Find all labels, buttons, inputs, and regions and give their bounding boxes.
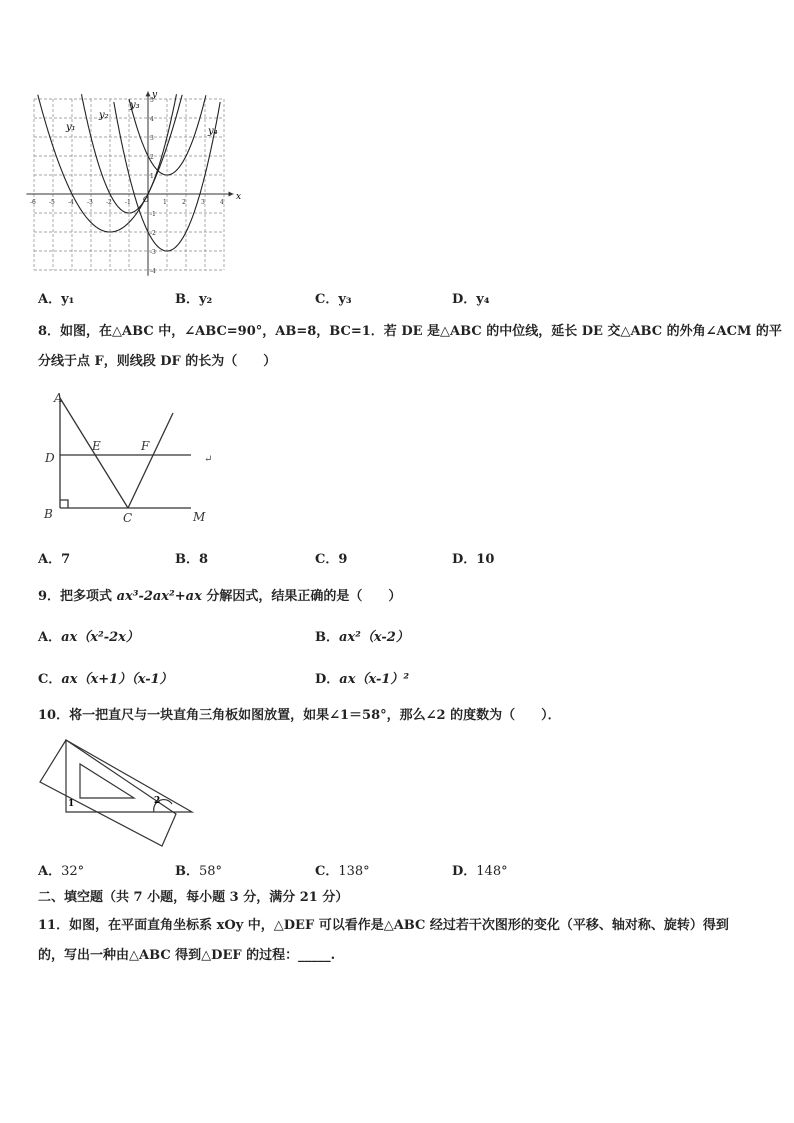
- q9-stem: 9．把多项式 ax³-2ax²+ax 分解因式，结果正确的是（ ）: [38, 589, 402, 604]
- q8-option-c[interactable]: C．9: [315, 552, 348, 567]
- graph-tick-labels: [30, 97, 224, 275]
- q7-option-d[interactable]: D．y₄: [452, 292, 490, 307]
- x-tick-label: -3: [87, 199, 93, 206]
- angle-1-label: 1: [68, 799, 75, 809]
- q10-option-d[interactable]: D．148°: [452, 864, 508, 879]
- q10-stem: 10．将一把直尺与一块直角三角板如图放置，如果∠1＝58°，那么∠2 的度数为（ ）．: [38, 708, 561, 723]
- q7-parabola-graph: [30, 86, 248, 275]
- q10-option-b[interactable]: B．58°: [175, 864, 223, 879]
- q9-option-d[interactable]: D．ax（x-1）²: [315, 672, 410, 687]
- label-d: D: [45, 451, 55, 465]
- y-tick-label: 1: [150, 173, 154, 180]
- label-b: B: [44, 507, 53, 521]
- q8-option-d[interactable]: D．10: [452, 552, 495, 567]
- q9-option-a[interactable]: A．ax（x²-2x）: [38, 630, 139, 645]
- curve-label-y4: y₄: [208, 126, 218, 137]
- label-a: A: [54, 391, 63, 405]
- q9-polynomial: ax³-2ax²+ax: [116, 589, 202, 604]
- x-tick-label: -4: [68, 199, 74, 206]
- q10-option-c[interactable]: C．138°: [315, 864, 370, 879]
- q11-stem-line2: 的，写出一种由△ABC 得到△DEF 的过程：_____.: [38, 948, 336, 963]
- y-tick-label: -1: [150, 211, 156, 218]
- q10-option-a[interactable]: A．32°: [38, 864, 85, 879]
- q9-option-c[interactable]: C．ax（x+1）（x-1）: [38, 672, 173, 687]
- q8-stem-line2: 分线于点 F，则线段 DF 的长为（ ）: [38, 354, 277, 369]
- label-m: M: [193, 510, 206, 524]
- x-tick-label: 3: [201, 199, 205, 206]
- curve-label-y2: y₂: [99, 110, 109, 121]
- x-tick-label: -2: [106, 199, 112, 206]
- y-tick-label: -4: [150, 268, 156, 275]
- y-axis-label: y: [152, 90, 158, 100]
- x-tick-label: 1: [163, 199, 167, 206]
- return-mark: ↵: [204, 454, 213, 465]
- y-tick-label: 5: [150, 97, 154, 104]
- label-e: E: [92, 439, 101, 453]
- curve-label-y3: y₃: [130, 100, 140, 111]
- y-tick-label: 3: [150, 135, 154, 142]
- q7-option-a[interactable]: A．y₁: [38, 292, 75, 307]
- curve-label-y1: y₁: [66, 122, 76, 133]
- angle-2-label: 2: [154, 796, 161, 806]
- x-tick-label: -5: [49, 199, 55, 206]
- x-tick-label: 2: [182, 199, 186, 206]
- y-tick-label: 2: [150, 154, 154, 161]
- x-tick-label: -6: [30, 199, 36, 206]
- x-tick-label: -1: [125, 199, 131, 206]
- x-axis-arrow: [229, 192, 234, 197]
- q8-option-b[interactable]: B．8: [175, 552, 209, 567]
- q7-option-b[interactable]: B．y₂: [175, 292, 213, 307]
- q9-option-b[interactable]: B．ax²（x-2）: [315, 630, 409, 645]
- q8-option-a[interactable]: A．7: [38, 552, 71, 567]
- q8-stem-line1: 8．如图，在△ABC 中，∠ABC=90°，AB=8，BC=1．若 DE 是△ABC 的中位线，延长 DE 交△ABC 的外角∠ACM 的平: [38, 324, 782, 339]
- q10-ruler-triangle-figure: [36, 736, 198, 848]
- section2-title: 二、填空题（共 7 小题，每小题 3 分，满分 21 分）: [38, 890, 349, 905]
- q8-triangle-figure: [38, 388, 228, 528]
- y-tick-label: 4: [150, 116, 154, 123]
- x-axis-label: x: [236, 192, 242, 202]
- q7-option-c[interactable]: C．y₃: [315, 292, 352, 307]
- graph-grid: [34, 99, 224, 270]
- q11-stem-line1: 11．如图，在平面直角坐标系 xOy 中，△DEF 可以看作是△ABC 经过若干次图形的变化（平移、轴对称、旋转）得到: [38, 918, 729, 933]
- label-c: C: [123, 511, 133, 525]
- y-tick-label: -2: [150, 230, 156, 237]
- y-axis-arrow: [146, 91, 151, 96]
- x-tick-label: 4: [220, 199, 224, 206]
- y-tick-label: -3: [150, 249, 156, 256]
- origin-label: O: [143, 196, 149, 204]
- label-f: F: [141, 439, 150, 453]
